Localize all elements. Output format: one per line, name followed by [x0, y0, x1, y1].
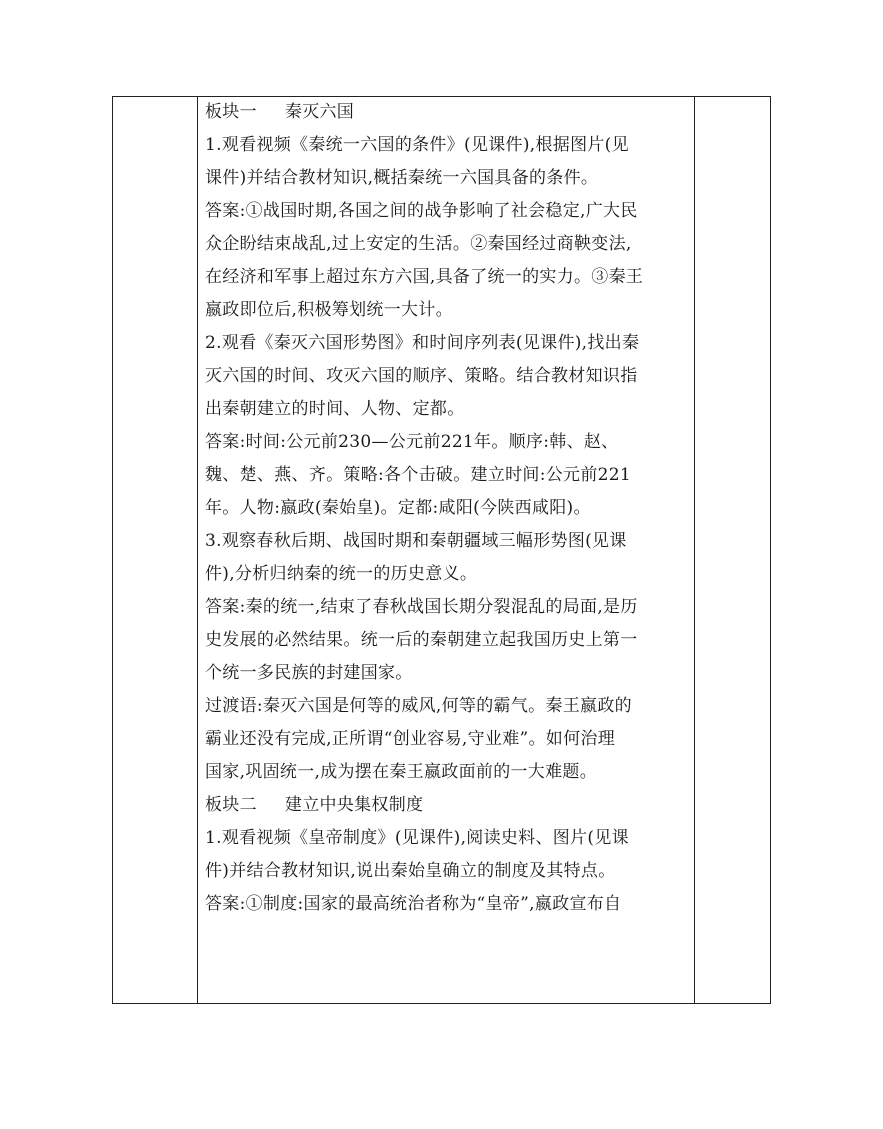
text-line: 国家,巩固统一,成为摆在秦王嬴政面前的一大难题。 — [205, 762, 598, 782]
right-column-cell — [695, 97, 771, 1004]
text-line: 1.观看视频《皇帝制度》(见课件),阅读史料、图片(见课 — [205, 828, 629, 848]
content-cell — [198, 97, 695, 1004]
text-line: 众企盼结束战乱,过上安定的生活。②秦国经过商鞅变法, — [205, 234, 632, 254]
text-line: 在经济和军事上超过东方六国,具备了统一的实力。③秦王 — [205, 267, 644, 287]
text-line: 出秦朝建立的时间、人物、定都。 — [205, 399, 465, 419]
text-line: 过渡语:秦灭六国是何等的威风,何等的霸气。秦王嬴政的 — [205, 696, 632, 716]
text-line: 件),分析归纳秦的统一的历史意义。 — [205, 564, 478, 584]
content-text — [198, 97, 694, 922]
section-title: 秦灭六国 — [284, 102, 355, 122]
text-line: 年。人物:嬴政(秦始皇)。定都:咸阳(今陕西咸阳)。 — [205, 498, 591, 518]
section-heading — [205, 790, 688, 823]
text-line: 魏、楚、燕、齐。策略:各个击破。建立时间:公元前221 — [205, 465, 632, 485]
left-column-cell — [113, 97, 198, 1004]
text-line: 答案:时间:公元前230—公元前221年。顺序:韩、赵、 — [205, 432, 619, 452]
section-label: 板块一 — [205, 102, 257, 122]
section-heading — [205, 97, 688, 130]
text-line: 嬴政即位后,积极筹划统一大计。 — [205, 300, 453, 320]
text-line: 件)并结合教材知识,说出秦始皇确立的制度及其特点。 — [205, 861, 616, 881]
text-line: 课件)并结合教材知识,概括秦统一六国具备的条件。 — [205, 168, 599, 188]
lesson-table — [112, 96, 771, 1004]
text-line: 霸业还没有完成,正所谓“创业容易,守业难”。如何治理 — [205, 729, 615, 749]
text-line: 个统一多民族的封建国家。 — [205, 663, 413, 683]
text-line: 2.观看《秦灭六国形势图》和时间序列表(见课件),找出秦 — [205, 333, 640, 353]
text-line: 灭六国的时间、攻灭六国的顺序、策略。结合教材知识指 — [205, 366, 638, 386]
text-line: 答案:①制度:国家的最高统治者称为“皇帝”,嬴政宣布自 — [205, 894, 622, 914]
text-line: 1.观看视频《秦统一六国的条件》(见课件),根据图片(见 — [205, 135, 629, 155]
table-row — [113, 97, 771, 1004]
section-title: 建立中央集权制度 — [284, 795, 424, 815]
text-line: 史发展的必然结果。统一后的秦朝建立起我国历史上第一 — [205, 630, 638, 650]
text-line: 答案:①战国时期,各国之间的战争影响了社会稳定,广大民 — [205, 201, 638, 221]
text-line: 3.观察春秋后期、战国时期和秦朝疆域三幅形势图(见课 — [205, 531, 627, 551]
section-label: 板块二 — [205, 795, 257, 815]
text-line: 答案:秦的统一,结束了春秋战国长期分裂混乱的局面,是历 — [205, 597, 638, 617]
